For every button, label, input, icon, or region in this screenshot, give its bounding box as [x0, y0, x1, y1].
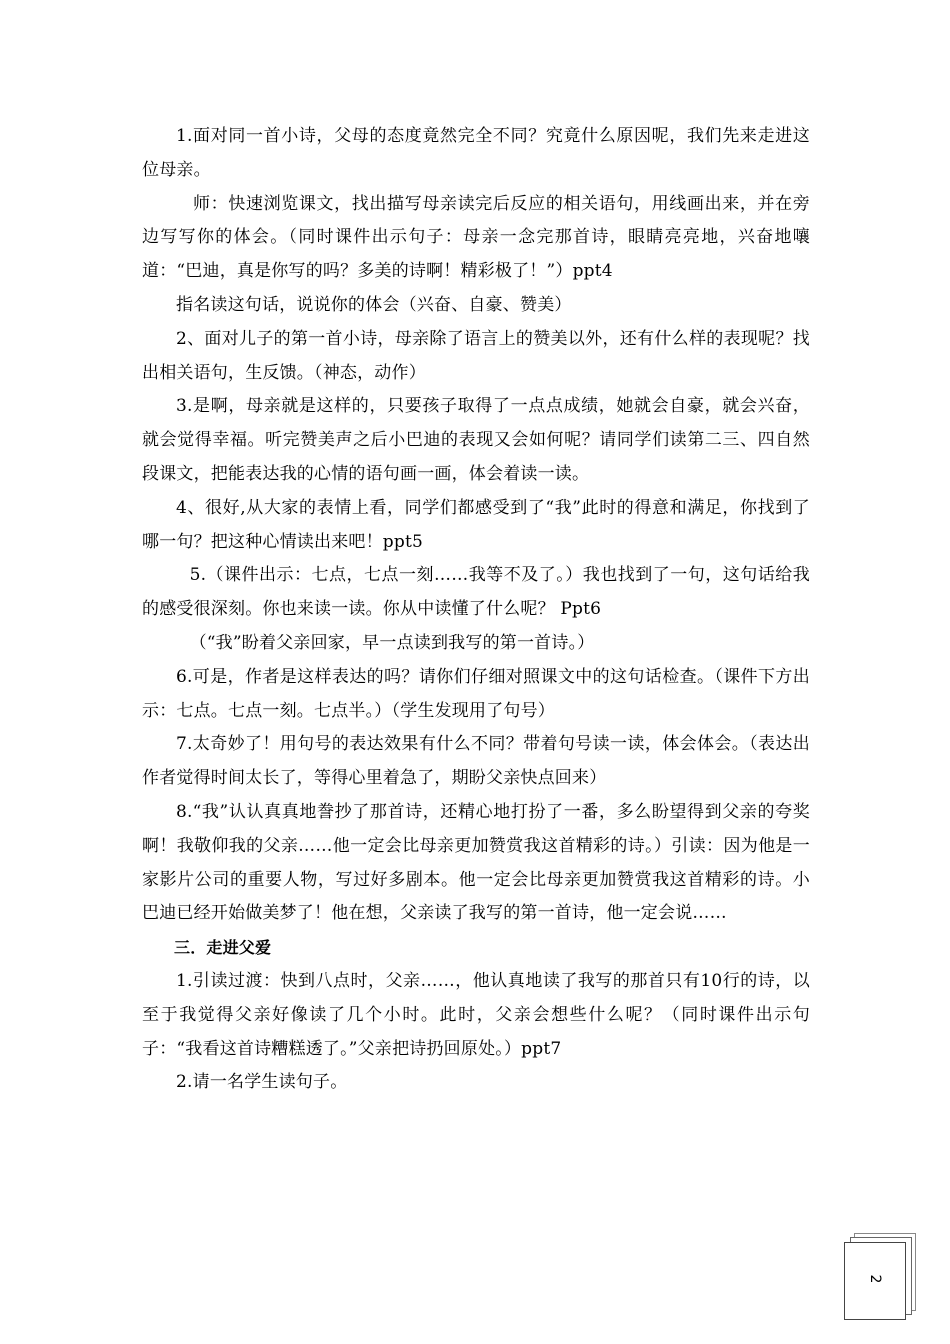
paragraph: 指名读这句话，说说你的体会（兴奋、自豪、赞美）	[176, 294, 572, 315]
paragraph: 1.引读过渡：快到八点时，父亲……，他认真地读了我写的那首只有10行的诗，以至于我觉得父亲好像读了几个小时。此时，父亲会想些什么呢？（同时课件出示句子：“我看这首诗糟糕透了。”父亲把诗扔回原处。）ppt7	[142, 970, 810, 1059]
paragraph: 5.（课件出示：七点，七点一刻……我等不及了。）我也找到了一句，这句话给我的感受很深刻。你也来读一读。你从中读懂了什么呢？ Ppt6	[142, 565, 810, 620]
page-number: 2	[867, 1274, 883, 1284]
section-heading: 三．走进父爱	[174, 938, 272, 958]
paragraph: 2.请一名学生读句子。	[176, 1072, 348, 1093]
paragraph: 7.太奇妙了！用句号的表达效果有什么不同？带着句号读一读，体会体会。（表达出作者觉得时间太长了，等得心里着急了，期盼父亲快点回来）	[142, 734, 810, 789]
page-number-box	[844, 1242, 906, 1320]
body-text	[142, 120, 810, 1100]
paragraph: 3.是啊，母亲就是这样的，只要孩子取得了一点点成绩，她就会自豪，就会兴奋，就会觉得幸福。听完赞美声之后小巴迪的表现又会如何呢？请同学们读第二三、四自然段课文，把能表达我的心情的语句画一画，体会着读一读。	[142, 396, 810, 484]
paragraph: 1.面对同一首小诗，父母的态度竟然完全不同？究竟什么原因呢，我们先来走进这位母亲。	[142, 126, 810, 180]
paragraph: 8.“我”认认真真地誊抄了那首诗，还精心地打扮了一番，多么盼望得到父亲的夸奖啊！我敬仰我的父亲……他一定会比母亲更加赞赏我这首精彩的诗。）引读：因为他是一家影片公司的重要人物，写过好多剧本。他一定会比母亲更加赞赏我这首精彩的诗。小巴迪已经开始做美梦了！他在想，父亲读了我写的第一首诗，他一定会说……	[142, 801, 810, 924]
paragraph: （“我”盼着父亲回家，早一点读到我写的第一首诗。）	[189, 632, 595, 653]
paragraph: 4、很好,从大家的表情上看，同学们都感受到了“我”此时的得意和满足，你找到了哪一句？把这种心情读出来吧！ppt5	[142, 497, 810, 552]
paragraph: 2、面对儿子的第一首小诗，母亲除了语言上的赞美以外，还有什么样的表现呢？找出相关语句，生反馈。（神态，动作）	[142, 328, 810, 383]
paragraph: 师：快速浏览课文，找出描写母亲读完后反应的相关语句，用线画出来，并在旁边写写你的体会。（同时课件出示句子：母亲一念完那首诗，眼睛亮亮地，兴奋地嚷道：“巴迪，真是你写的吗？多美的诗啊！精彩极了！”）ppt4	[142, 193, 810, 282]
paragraph: 6.可是，作者是这样表达的吗？请你们仔细对照课文中的这句话检查。（课件下方出示：七点。七点一刻。七点半。）（学生发现用了句号）	[142, 666, 810, 721]
